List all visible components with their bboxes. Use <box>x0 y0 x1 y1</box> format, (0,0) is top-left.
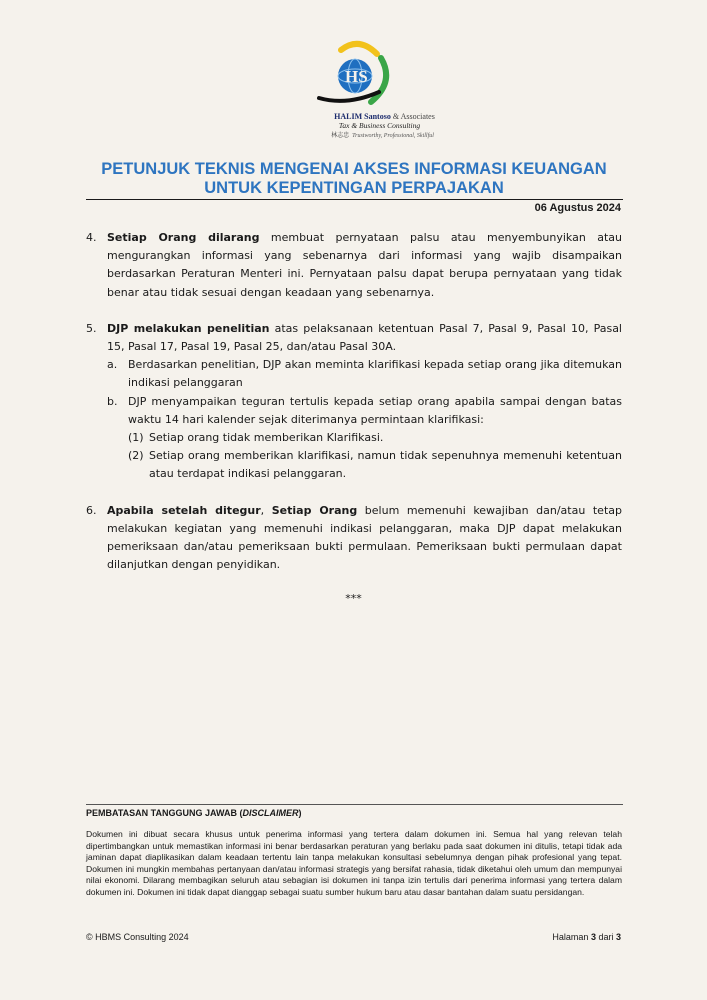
list-item-4: 4. Setiap Orang dilarang membuat pernyataan palsu atau menyembunyikan atau mengurangkan informasi yang sebenarnya dari informasi yang wajib disampaikan berdasarkan Peraturan Menteri ini. Pernyataan palsu dapat berupa pernyataan yang tidak benar atau tidak sesuai dengan keadaan yang sebenarnya. <box>86 231 622 299</box>
firm-tagline: 林志忠 Trustworthy, Professional, Skillful <box>331 133 434 139</box>
sub-sub-item-2: (2) Setiap orang memberikan klarifikasi, namun tidak sepenuhnya memenuhi ketentuan atau terdapat indikasi pelanggaran. <box>128 449 622 481</box>
document-title: PETUNJUK TEKNIS MENGENAI AKSES INFORMASI KEUANGAN UNTUK KEPENTINGAN PERPAJAKAN <box>101 160 607 197</box>
list-item-6: 6. Apabila setelah ditegur, Setiap Orang belum memenuhi kewajiban dan/atau tetap melakukan kegiatan yang memenuhi indikasi pelanggaran, maka DJP dapat melakukan pemeriksaan dan/atau pemeriksaan bukti permulaan. Pemeriksaan bukti permulaan dapat dilanjutkan dengan penyidikan. <box>86 503 622 572</box>
document-date: 06 Agustus 2024 <box>534 202 621 214</box>
firm-subtitle: Tax & Business Consulting <box>338 121 421 130</box>
sub-item-b: b. DJP menyampaikan teguran tertulis kepada setiap orang apabila sampai dengan batas waktu 14 hari kalender sejak diterimanya permintaan klarifikasi: (1) Setiap orang tidak memberikan Klarifikasi. (2) Setiap orang memberikan klarifikasi, namun tidak sepenuhnya memenuhi ketentuan atau terdapat indikasi pelanggaran. <box>107 393 622 484</box>
sub-item-a: a. Berdasarkan penelitian, DJP akan meminta klarifikasi kepada setiap orang jika ditemukan indikasi pelanggaran <box>107 358 622 390</box>
regulation-list <box>86 229 622 574</box>
firm-name: HALIM Santoso & Associates <box>334 112 435 121</box>
hbms-logo-icon <box>299 40 409 110</box>
company-logo <box>0 40 707 141</box>
footer-copyright: © HBMS Consulting 2024 <box>86 932 189 942</box>
section-end-stars: *** <box>345 592 362 605</box>
sub-sub-item-1: (1) Setiap orang tidak memberikan Klarifikasi. <box>128 431 384 445</box>
title-divider <box>86 199 623 200</box>
logo-initials: HS <box>344 67 368 86</box>
disclaimer-heading: PEMBATASAN TANGGUNG JAWAB (DISCLAIMER) <box>86 808 302 818</box>
footer-page-number: Halaman 3 dari 3 <box>552 932 621 942</box>
disclaimer-text: Dokumen ini dibuat secara khusus untuk penerima informasi yang tertera dalam dokumen ini. Semua hal yang relevan telah dipertimbangkan untuk memastikan informasi ini benar berdasarkan peraturan yang berlaku pada saat dokumen ini ditulis, tetapi tidak ada jaminan dapat diaplikasikan dalam keadaan tertentu lain tanpa melakukan konsultasi sebelumnya dengan pihak profesional yang tepat. Dokumen ini mungkin membahas pertanyaan dan/atau informasi strategis yang bersifat rahasia, tidak diketahui oleh umum dan mempunyai nilai ekonomi. Dilarang membagikan seluruh atau sebagian isi dokumen ini tanpa izin tertulis dari penerima informasi yang tertera dalam dokumen ini. Dokumen ini tidak dapat dianggap sebagai suatu sumber hukum baru atau dasar bantahan dalam suatu persidangan. <box>86 829 622 897</box>
list-item-5: 5. DJP melakukan penelitian atas pelaksanaan ketentuan Pasal 7, Pasal 9, Pasal 10, Pasal 15, Pasal 17, Pasal 19, Pasal 25, dan/atau Pasal 30A. a. Berdasarkan penelitian, DJP akan meminta klarifikasi kepada setiap orang jika ditemukan indikasi pelanggaran b. DJP menyampaikan teguran tertulis kepada setiap orang apabila sampai dengan batas waktu 14 hari kalender sejak diterimanya permintaan klarifikasi: (1) Setiap orang tidak memberikan Klarifikasi. (2) Setiap orang memberikan klarifikasi, namun tidak sepenuhnya memenuhi ketentuan atau terdapat indikasi pelanggaran. <box>86 320 622 484</box>
disclaimer-divider <box>86 804 623 805</box>
